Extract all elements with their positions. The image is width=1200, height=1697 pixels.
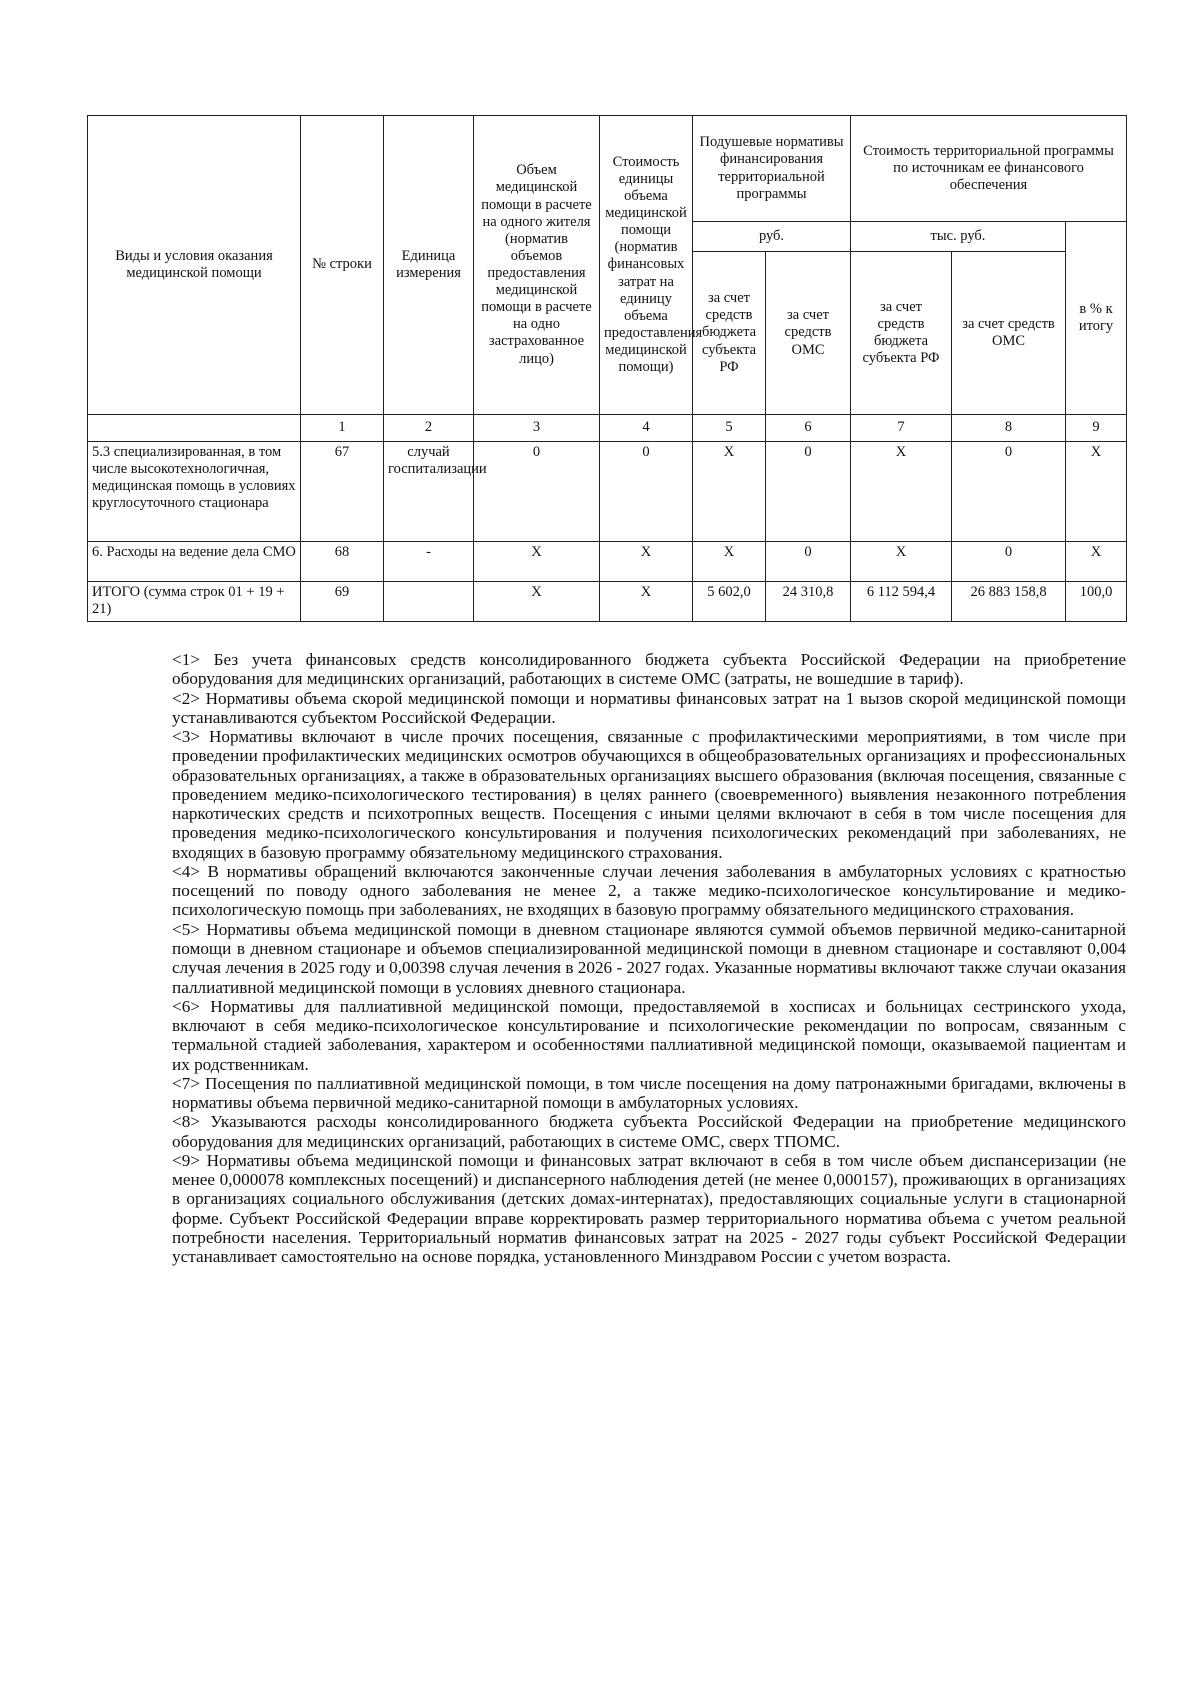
row-cell: 6 112 594,4	[851, 582, 952, 622]
footnote-2: <2> Нормативы объема скорой медицинской помощи и нормативы финансовых затрат на 1 вызов скорой медицинской помощи устанавливаются субъектом Российской Федерации.	[172, 688, 1126, 727]
financing-table	[87, 115, 1127, 622]
row-cell: 100,0	[1066, 582, 1127, 622]
table-row	[88, 542, 1127, 582]
row-cell	[384, 582, 474, 622]
header-types: Виды и условия оказания медицинской помощи	[88, 116, 301, 415]
row-cell: 0	[952, 542, 1066, 582]
footnote-7: <7> Посещения по паллиативной медицинской помощи, в том числе посещения на дому патронажными бригадами, включены в нормативы объема первичной медико-санитарной помощи в амбулаторных условиях.	[172, 1073, 1126, 1113]
header-per-capita: Подушевые нормативы финансирования территориальной программы	[693, 116, 851, 222]
column-number: 9	[1066, 415, 1127, 442]
row-cell: Х	[851, 442, 952, 542]
row-cell: Х	[1066, 542, 1127, 582]
column-number: 8	[952, 415, 1066, 442]
row-cell: 0	[474, 442, 600, 542]
row-cell: Х	[600, 582, 693, 622]
column-number: 4	[600, 415, 693, 442]
column-number: 3	[474, 415, 600, 442]
column-number: 1	[301, 415, 384, 442]
row-cell: 69	[301, 582, 384, 622]
table-row	[88, 582, 1127, 622]
row-name: 6. Расходы на ведение дела СМО	[88, 542, 301, 582]
footnote-8: <8> Указываются расходы консолидированного бюджета субъекта Российской Федерации на приобретение медицинского оборудования для медицинских организаций, работающих в системе ОМС, сверх ТПОМС.	[172, 1112, 1126, 1151]
table-row	[88, 442, 1127, 542]
header-volume: Объем медицинской помощи в расчете на одного жителя (норматив объемов предоставления медицинской помощи в расчете на одно застрахованное лицо)	[474, 116, 600, 415]
row-cell: Х	[693, 442, 766, 542]
column-number: 6	[766, 415, 851, 442]
header-pct-total: в % к итогу	[1066, 222, 1127, 415]
footnote-4: <4> В нормативы обращений включаются законченные случаи лечения заболевания в амбулаторных условиях с кратностью посещений по поводу одного заболевания не менее 2, а также медико-психологическое консультирование и медико-психологическую помощь при заболеваниях, не входящих в базовую программу обязательного медицинского страхования.	[172, 861, 1126, 920]
row-cell: 0	[952, 442, 1066, 542]
column-numbers-row	[88, 415, 1127, 442]
footnote-1: <1> Без учета финансовых средств консолидированного бюджета субъекта Российской Федерации на приобретение оборудования для медицинских организаций, работающих в системе ОМС (затраты, не вошедшие в тариф).	[172, 650, 1126, 689]
header-territorial-cost: Стоимость территориальной программы по источникам ее финансового обеспечения	[851, 116, 1127, 222]
row-cell: -	[384, 542, 474, 582]
row-cell: Х	[474, 542, 600, 582]
row-cell: Х	[600, 542, 693, 582]
header-cost: Стоимость единицы объема медицинской помощи (норматив финансовых затрат на единицу объема предоставления медицинской помощи)	[600, 116, 693, 415]
header-thousand-rub: тыс. руб.	[851, 222, 1066, 252]
row-cell: случай госпитализации	[384, 442, 474, 542]
row-cell: 26 883 158,8	[952, 582, 1066, 622]
row-cell: Х	[851, 542, 952, 582]
row-cell: 67	[301, 442, 384, 542]
column-number: 5	[693, 415, 766, 442]
column-number	[88, 415, 301, 442]
row-cell: 0	[766, 542, 851, 582]
row-name: ИТОГО (сумма строк 01 + 19 + 21)	[88, 582, 301, 622]
row-cell: 24 310,8	[766, 582, 851, 622]
column-number: 7	[851, 415, 952, 442]
header-oms: за счет средств ОМС	[766, 252, 851, 415]
row-name: 5.3 специализированная, в том числе высокотехнологичная, медицинская помощь в условиях круглосуточного стационара	[88, 442, 301, 542]
row-cell: 0	[766, 442, 851, 542]
row-cell: 5 602,0	[693, 582, 766, 622]
row-cell: Х	[474, 582, 600, 622]
footnote-6: <6> Нормативы для паллиативной медицинской помощи, предоставляемой в хосписах и больницах сестринского ухода, включают в себя медико-психологическое консультирование и психологические рекомендации по вопросам, связанным с термальной стадией заболевания, характером и особенностями паллиативной медицинской помощи, оказываемой пациентам и их родственникам.	[172, 996, 1126, 1074]
footnote-9: <9> Нормативы объема медицинской помощи и финансовых затрат включают в себя в том числе объем диспансеризации (не менее 0,000078 комплексных посещений) и диспансерного наблюдения детей (не менее 0,000157), проживающих в организациях в организациях социального обслуживания (детских домах-интернатах), предоставляющих социальные услуги в стационарной форме. Субъект Российской Федерации вправе корректировать размер территориального норматива объема с учетом реальной потребности населения. Территориальный норматив финансовых затрат на 2025 - 2027 годы субъект Российской Федерации устанавливает самостоятельно на основе порядка, установленного Минздравом России с учетом возраста.	[172, 1150, 1126, 1267]
header-rub: руб.	[693, 222, 851, 252]
row-cell: Х	[693, 542, 766, 582]
footnote-5: <5> Нормативы объема медицинской помощи в дневном стационаре являются суммой объемов первичной медико-санитарной помощи в дневном стационаре и объемов специализированной медицинской помощи в дневном стационаре и составляют 0,004 случая лечения в 2025 году и 0,00398 случая лечения в 2026 - 2027 годах. Указанные нормативы включают также случаи оказания паллиативной медицинской помощи в условиях дневного стационара.	[172, 919, 1126, 997]
header-unit: Единица измерения	[384, 116, 474, 415]
column-number: 2	[384, 415, 474, 442]
header-budget-subject-2: за счет средств бюджета субъекта РФ	[851, 252, 952, 415]
row-cell: Х	[1066, 442, 1127, 542]
footnotes	[172, 650, 1126, 1267]
header-row-no: № строки	[301, 116, 384, 415]
row-cell: 68	[301, 542, 384, 582]
footnote-3: <3> Нормативы включают в числе прочих посещения, связанные с профилактическими мероприятиями, в том числе при проведении профилактических медицинских осмотров обучающихся в общеобразовательных организациях и профессиональных образовательных организациях, а также в образовательных организациях высшего образования (включая посещения, связанные с проведением медико-психологического тестирования) в целях раннего (своевременного) выявления незаконного потребления наркотических средств и психотропных веществ. Посещения с иными целями включают в себя в том числе посещения для проведения медико-психологического консультирования и получения психологических рекомендаций при заболеваниях, не входящих в базовую программу обязательному медицинского страхования.	[172, 727, 1126, 862]
row-cell: 0	[600, 442, 693, 542]
header-budget-subject: за счет средств бюджета субъекта РФ	[693, 252, 766, 415]
header-oms-2: за счет средств ОМС	[952, 252, 1066, 415]
